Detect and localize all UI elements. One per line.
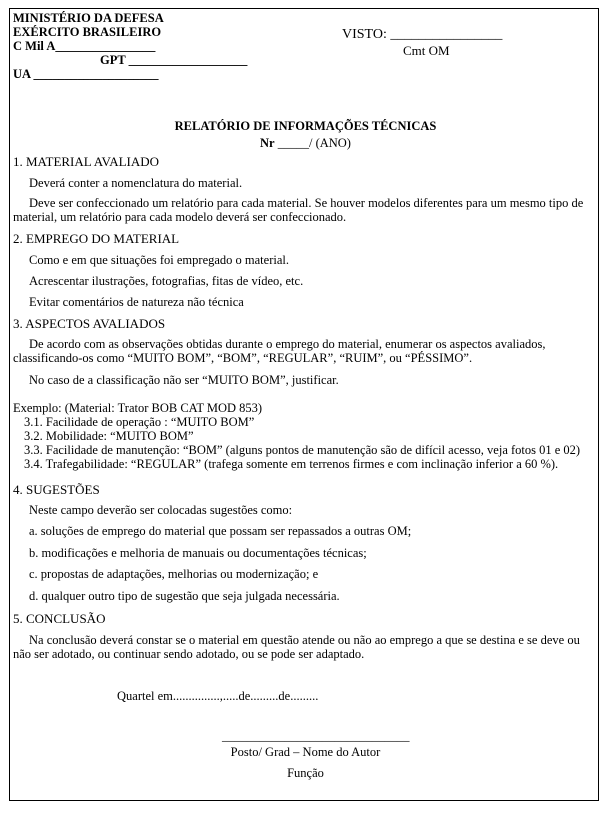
function-label: Função [287, 766, 324, 780]
header-ministry: MINISTÉRIO DA DEFESA [13, 11, 164, 25]
header-ua: UA ____________________ [13, 67, 159, 81]
header-cmila: C Mil A________________ [13, 39, 156, 53]
author-label: Posto/ Grad – Nome do Autor [230, 745, 381, 759]
aspect-item: 3.3. Facilidade de manutenção: “BOM” (alguns pontos de manutenção são de difícil acesso, veja fotos 01 e 02) [24, 443, 581, 457]
section-3-text-2: No caso de a classificação não ser “MUITO BOM”, justificar. [29, 373, 339, 387]
section-5-text: Na conclusão deverá constar se o material em questão atende ou não ao emprego a que se destina e se deve ou não ser adotado, ou continuar sendo adotado, ou se pode ser adaptado. [13, 633, 580, 661]
section-3-heading: 3. ASPECTOS AVALIADOS [13, 316, 166, 331]
aspect-item: 3.2. Mobilidade: “MUITO BOM” [24, 429, 194, 443]
aspect-item: 3.1. Facilidade de operação : “MUITO BOM” [24, 415, 255, 429]
section-1-text-1: Deverá conter a nomenclatura do material. [29, 176, 243, 190]
document-title: RELATÓRIO DE INFORMAÇÕES TÉCNICAS [174, 119, 437, 133]
section-3-example: Exemplo: (Material: Trator BOB CAT MOD 853) [13, 401, 263, 415]
section-4-intro: Neste campo deverão ser colocadas sugestões como: [29, 503, 293, 517]
section-2-text-2: Acrescentar ilustrações, fotografias, fitas de vídeo, etc. [29, 274, 304, 288]
number-label: Nr [260, 136, 275, 150]
suggestion-item-c: c. propostas de adaptações, melhorias ou modernização; e [29, 567, 319, 581]
suggestion-item-a: a. soluções de emprego do material que possam ser repassados a outras OM; [29, 524, 412, 538]
signature-date: Quartel em...............,.....de.........de......... [117, 689, 319, 703]
suggestion-item-b: b. modificações e melhoria de manuais ou documentações técnicas; [29, 546, 367, 560]
cmt-om-label: Cmt OM [403, 43, 450, 58]
signature-line: ______________________________ [222, 729, 410, 743]
section-5-heading: 5. CONCLUSÃO [13, 611, 106, 626]
header-gpt: GPT ___________________ [100, 53, 248, 67]
number-value: _____/ (ANO) [277, 136, 351, 150]
section-1-text-2: Deve ser confeccionado um relatório para cada material. Se houver modelos diferentes para um mesmo tipo de material, um relatório para cada modelo deverá ser confeccionado. [13, 196, 584, 224]
section-2-text-1: Como e em que situações foi empregado o material. [29, 253, 289, 267]
suggestion-item-d: d. qualquer outro tipo de sugestão que seja julgada necessária. [29, 589, 340, 603]
section-4-heading: 4. SUGESTÕES [13, 482, 100, 497]
visto-field: VISTO: ________________ [342, 27, 503, 42]
header-army: EXÉRCITO BRASILEIRO [13, 25, 162, 39]
document-number [0, 136, 611, 151]
section-2-text-3: Evitar comentários de natureza não técnica [29, 295, 244, 309]
aspect-item: 3.4. Trafegabilidade: “REGULAR” (trafega somente em terrenos firmes e com inclinação inferior a 60 %). [24, 457, 559, 471]
section-1-heading: 1. MATERIAL AVALIADO [13, 154, 160, 169]
section-3-text-1: De acordo com as observações obtidas durante o emprego do material, enumerar os aspectos avaliados, classificando-os como “MUITO BOM”, “BOM”, “REGULAR”, “RUIM”, ou “PÉSSIMO”. [13, 337, 546, 365]
section-2-heading: 2. EMPREGO DO MATERIAL [13, 231, 180, 246]
